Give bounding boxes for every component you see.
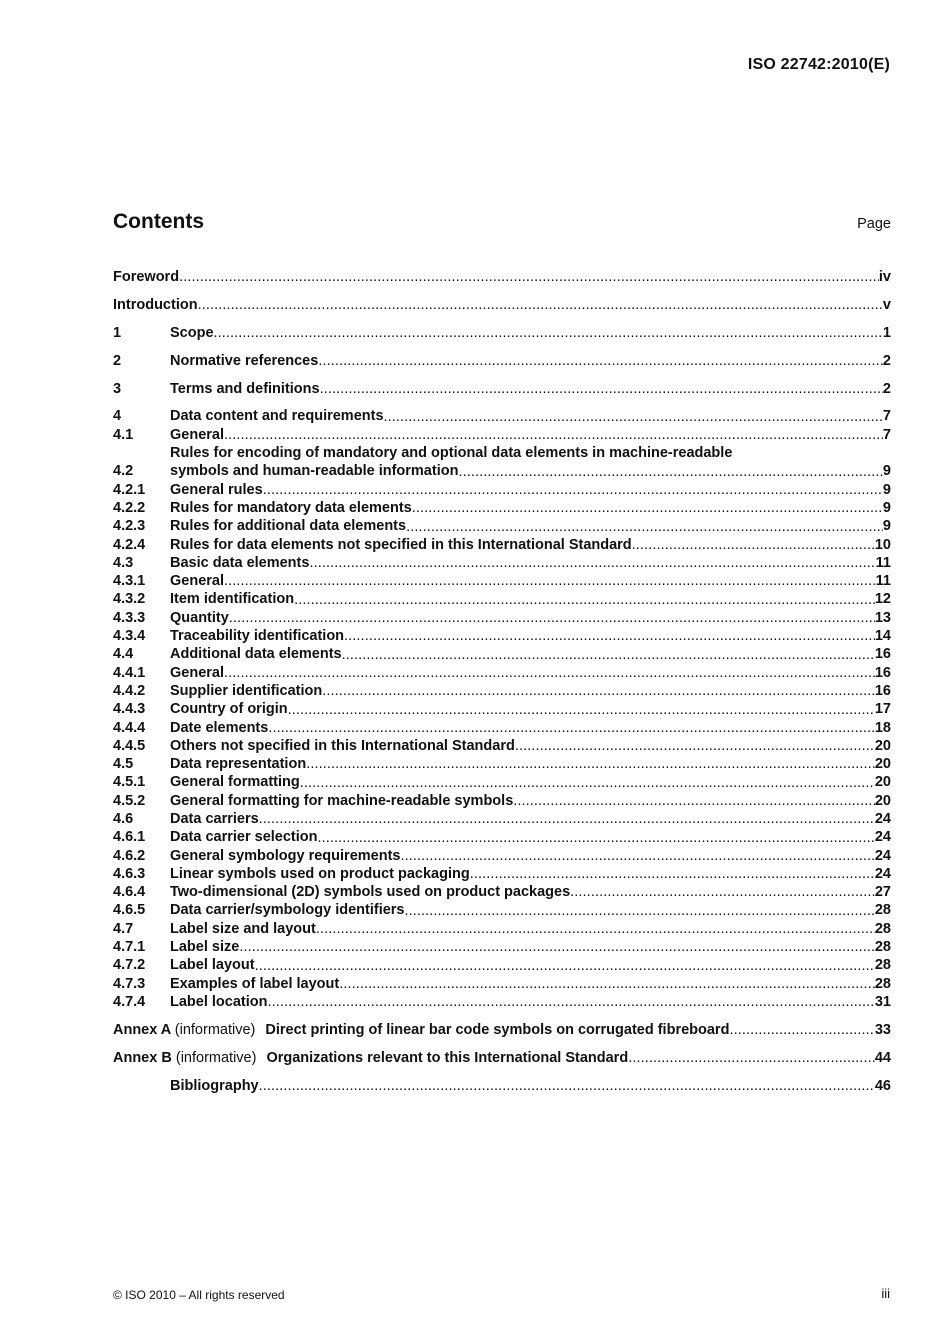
toc-entry-title: Traceability identification xyxy=(170,628,345,645)
toc-page-number: 17 xyxy=(874,701,891,718)
toc-entry[interactable] xyxy=(113,682,891,700)
toc-dot-leader xyxy=(294,591,875,609)
toc-page-number: 33 xyxy=(874,1021,891,1038)
toc-page-number: 7 xyxy=(882,408,891,425)
toc-entry-title: Terms and definitions xyxy=(170,380,320,397)
toc-dot-leader xyxy=(288,701,875,719)
toc-entry-number: 4.7.1 xyxy=(113,939,146,956)
toc-entry-title: Bibliography xyxy=(170,1077,259,1094)
toc-entry-number: 4.7.3 xyxy=(113,975,146,992)
toc-dot-leader xyxy=(263,481,883,499)
toc-entry-title: Country of origin xyxy=(170,701,288,718)
toc-entry-title: Additional data elements xyxy=(170,646,342,663)
toc-dot-leader xyxy=(570,883,875,901)
toc-page-number: 16 xyxy=(874,646,891,663)
contents-heading: Contents xyxy=(113,210,204,233)
toc-entry-number: 4.2.2 xyxy=(113,499,146,516)
toc-entry[interactable] xyxy=(113,352,891,370)
toc-entry-title: Scope xyxy=(170,324,214,341)
toc-entry-title: General xyxy=(170,426,224,443)
document-id: ISO 22742:2010(E) xyxy=(747,56,890,73)
toc-entry-number: 4.7 xyxy=(113,920,134,937)
toc-dot-leader xyxy=(224,572,876,590)
toc-entry-title: General formatting for machine-readable symbols xyxy=(170,792,514,809)
toc-dot-leader xyxy=(406,518,883,536)
toc-annex-label xyxy=(113,1021,265,1039)
toc-dot-leader xyxy=(268,719,875,737)
toc-entry-title: Linear symbols used on product packaging xyxy=(170,865,470,882)
toc-annex-note: (informative) xyxy=(174,1021,256,1038)
toc-entry[interactable] xyxy=(113,993,891,1011)
toc-entry[interactable] xyxy=(113,847,891,865)
toc-dot-leader xyxy=(342,646,875,664)
toc-entry[interactable] xyxy=(113,920,891,938)
toc-page-number: 28 xyxy=(874,902,891,919)
toc-dot-leader xyxy=(224,426,883,444)
toc-dot-leader xyxy=(339,975,875,993)
toc-dot-leader xyxy=(470,865,875,883)
toc-dot-leader xyxy=(268,993,875,1011)
toc-entry[interactable] xyxy=(113,481,891,499)
toc-dot-leader xyxy=(400,847,874,865)
toc-entry[interactable] xyxy=(113,792,891,810)
toc-dot-leader xyxy=(179,268,879,286)
toc-entry-title: Direct printing of linear bar code symbols on corrugated fibreboard xyxy=(265,1021,730,1038)
toc-entry-title: Introduction xyxy=(113,296,198,313)
toc-page-number: 2 xyxy=(882,380,891,397)
toc-entry-number: 4.3.2 xyxy=(113,591,146,608)
toc-dot-leader xyxy=(306,755,875,773)
toc-entry[interactable] xyxy=(113,773,891,791)
table-of-contents xyxy=(113,268,891,1095)
toc-entry-title: Data representation xyxy=(170,756,307,773)
toc-entry[interactable] xyxy=(113,554,891,572)
toc-entry[interactable] xyxy=(113,296,891,314)
toc-entry-number: 4.3 xyxy=(113,554,134,571)
toc-entry-title: Others not specified in this International Standard xyxy=(170,737,515,754)
toc-page-number: 27 xyxy=(874,884,891,901)
toc-dot-leader xyxy=(259,1077,875,1095)
toc-dot-leader xyxy=(320,380,883,398)
toc-entry[interactable] xyxy=(113,700,891,718)
toc-dot-leader xyxy=(259,810,875,828)
toc-entry-title: General symbology requirements xyxy=(170,847,401,864)
toc-dot-leader xyxy=(515,737,875,755)
toc-entry[interactable] xyxy=(113,407,891,425)
toc-dot-leader xyxy=(316,920,875,938)
toc-entry-number: 4.2 xyxy=(113,463,134,480)
toc-page-number: 44 xyxy=(874,1049,891,1066)
toc-dot-leader xyxy=(384,408,883,426)
toc-annex-id: Annex B xyxy=(113,1049,172,1066)
toc-entry-number: 4.3.4 xyxy=(113,628,146,645)
toc-entry[interactable] xyxy=(113,499,891,517)
toc-page-number: 46 xyxy=(874,1077,891,1094)
toc-page-number: 24 xyxy=(874,847,891,864)
toc-entry-title: General formatting xyxy=(170,774,300,791)
toc-dot-leader xyxy=(344,627,875,645)
toc-page-number: 11 xyxy=(875,554,891,571)
toc-page-number: 28 xyxy=(874,939,891,956)
toc-entry[interactable] xyxy=(113,755,891,773)
toc-entry[interactable] xyxy=(113,865,891,883)
toc-entry-number: 4.7.2 xyxy=(113,957,146,974)
toc-dot-leader xyxy=(309,554,875,572)
toc-dot-leader xyxy=(214,324,883,342)
toc-page-number: 20 xyxy=(874,774,891,791)
toc-page-number: 18 xyxy=(874,719,891,736)
toc-entry[interactable] xyxy=(113,380,891,398)
toc-entry[interactable] xyxy=(113,975,891,993)
toc-entry-title: Basic data elements xyxy=(170,554,310,571)
toc-entry-number: 4.2.4 xyxy=(113,536,146,553)
toc-entry-title: Organizations relevant to this International Standard xyxy=(266,1049,629,1066)
toc-annex-label xyxy=(113,1049,266,1067)
toc-dot-leader xyxy=(322,682,875,700)
toc-entry-title: Label size and layout xyxy=(170,920,316,937)
toc-entry[interactable] xyxy=(113,645,891,663)
toc-dot-leader xyxy=(318,352,883,370)
toc-entry-number: 4.4.1 xyxy=(113,664,146,681)
toc-entry-number: 4.3.1 xyxy=(113,573,146,590)
toc-entry[interactable] xyxy=(113,590,891,608)
toc-page-number: 20 xyxy=(874,737,891,754)
toc-entry[interactable] xyxy=(113,828,891,846)
toc-entry-title: General xyxy=(170,573,224,590)
toc-entry-title: Data content and requirements xyxy=(170,408,384,425)
toc-annex-note: (informative) xyxy=(175,1049,257,1066)
toc-page-number: 10 xyxy=(874,536,891,553)
page-column-label: Page xyxy=(857,216,891,232)
toc-page-number: 24 xyxy=(874,865,891,882)
toc-entry-number: 4.2.3 xyxy=(113,518,146,535)
toc-entry-number: 4.1 xyxy=(113,426,134,443)
toc-dot-leader xyxy=(405,902,875,920)
toc-entry-title: Supplier identification xyxy=(170,682,323,699)
toc-entry-number: 4.4.5 xyxy=(113,737,146,754)
toc-page-number: 28 xyxy=(874,975,891,992)
toc-page-number: 9 xyxy=(882,481,891,498)
toc-page-number: 14 xyxy=(874,628,891,645)
toc-dot-leader xyxy=(458,463,882,481)
toc-dot-leader xyxy=(300,774,875,792)
toc-entry-number: 4.5 xyxy=(113,756,134,773)
copyright-notice: © ISO 2010 – All rights reserved xyxy=(113,1288,285,1302)
toc-entry[interactable] xyxy=(113,810,891,828)
toc-entry[interactable] xyxy=(113,901,891,919)
toc-page-number: 24 xyxy=(874,810,891,827)
toc-entry[interactable] xyxy=(113,444,891,481)
toc-entry-number: 4.6 xyxy=(113,810,134,827)
toc-entry[interactable] xyxy=(113,609,891,627)
toc-page-number: 28 xyxy=(874,920,891,937)
toc-entry-number: 4.7.4 xyxy=(113,993,146,1010)
toc-entry[interactable] xyxy=(113,627,891,645)
toc-page-number: 16 xyxy=(874,664,891,681)
toc-entry[interactable] xyxy=(113,517,891,535)
toc-entry-number: 4.6.4 xyxy=(113,884,146,901)
toc-entry-title: Quantity xyxy=(170,609,229,626)
page-number: iii xyxy=(881,1286,890,1301)
toc-entry-number: 4.6.5 xyxy=(113,902,146,919)
toc-entry[interactable] xyxy=(113,426,891,444)
toc-page-number: 16 xyxy=(874,682,891,699)
toc-page-number: 9 xyxy=(882,463,891,480)
toc-dot-leader xyxy=(632,536,875,554)
toc-entry-title: Item identification xyxy=(170,591,295,608)
toc-page-number: 20 xyxy=(874,756,891,773)
toc-entry-title: Rules for additional data elements xyxy=(170,518,407,535)
toc-page-number: 11 xyxy=(875,573,891,590)
toc-dot-leader xyxy=(729,1021,874,1039)
toc-entry[interactable] xyxy=(113,1077,891,1095)
toc-page-number: 12 xyxy=(874,591,891,608)
toc-page-number: 9 xyxy=(882,518,891,535)
toc-page-number: 9 xyxy=(882,499,891,516)
toc-entry-title: Rules for encoding of mandatory and optional data elements in machine-readable xyxy=(170,445,733,462)
toc-dot-leader xyxy=(239,938,875,956)
toc-entry-number: 4.2.1 xyxy=(113,481,146,498)
toc-entry-number: 4.3.3 xyxy=(113,609,146,626)
toc-entry-title: Date elements xyxy=(170,719,269,736)
toc-entry-title: Label layout xyxy=(170,957,255,974)
toc-entry[interactable] xyxy=(113,719,891,737)
toc-entry-title: Data carriers xyxy=(170,810,259,827)
toc-entry-number: 4.6.1 xyxy=(113,829,146,846)
toc-entry-title-cont: symbols and human-readable information xyxy=(170,463,459,480)
toc-entry[interactable] xyxy=(113,1021,891,1039)
toc-entry-title: General rules xyxy=(170,481,263,498)
toc-page-number: 13 xyxy=(874,609,891,626)
toc-entry-number: 4.4.3 xyxy=(113,701,146,718)
toc-entry[interactable] xyxy=(113,536,891,554)
toc-dot-leader xyxy=(224,664,875,682)
toc-page-number: 28 xyxy=(874,957,891,974)
toc-page-number: 31 xyxy=(874,993,891,1010)
toc-page-number: v xyxy=(882,296,891,313)
toc-entry[interactable] xyxy=(113,664,891,682)
toc-entry-title: Label size xyxy=(170,939,240,956)
toc-dot-leader xyxy=(198,296,883,314)
toc-page-number: 7 xyxy=(882,426,891,443)
toc-page-number: 20 xyxy=(874,792,891,809)
toc-entry-title: Data carrier selection xyxy=(170,829,318,846)
toc-dot-leader xyxy=(318,829,875,847)
toc-entry-number: 4.4.4 xyxy=(113,719,146,736)
toc-entry-number: 4.4.2 xyxy=(113,682,146,699)
toc-entry[interactable] xyxy=(113,737,891,755)
toc-entry-title: Label location xyxy=(170,993,268,1010)
toc-entry-title: Two-dimensional (2D) symbols used on product packages xyxy=(170,884,571,901)
toc-entry[interactable] xyxy=(113,324,891,342)
toc-entry-number: 2 xyxy=(113,352,122,369)
toc-entry-number: 4.5.1 xyxy=(113,774,146,791)
toc-entry[interactable] xyxy=(113,268,891,286)
toc-entry[interactable] xyxy=(113,1049,891,1067)
toc-entry-number: 4.6.2 xyxy=(113,847,146,864)
toc-page-number: 2 xyxy=(882,352,891,369)
toc-entry-number: 4 xyxy=(113,408,122,425)
toc-entry-title: Rules for mandatory data elements xyxy=(170,499,412,516)
toc-dot-leader xyxy=(628,1049,875,1067)
toc-entry[interactable] xyxy=(113,572,891,590)
toc-entry[interactable] xyxy=(113,883,891,901)
toc-page-number: iv xyxy=(878,269,891,285)
toc-page-number: 1 xyxy=(882,324,891,341)
toc-entry-title: Rules for data elements not specified in this International Standard xyxy=(170,536,632,553)
toc-entry-number: 3 xyxy=(113,380,122,397)
toc-entry-title: Examples of label layout xyxy=(170,975,340,992)
toc-entry-title: General xyxy=(170,664,224,681)
toc-entry[interactable] xyxy=(113,938,891,956)
toc-entry-number: 4.6.3 xyxy=(113,865,146,882)
toc-entry-title: Normative references xyxy=(170,352,319,369)
toc-entry-number: 1 xyxy=(113,324,122,341)
toc-entry-number: 4.5.2 xyxy=(113,792,146,809)
toc-dot-leader xyxy=(255,957,875,975)
toc-dot-leader xyxy=(513,792,875,810)
toc-entry[interactable] xyxy=(113,956,891,974)
toc-entry-title: Data carrier/symbology identifiers xyxy=(170,902,405,919)
toc-entry-number: 4.4 xyxy=(113,646,134,663)
toc-entry-title: Foreword xyxy=(113,269,180,285)
toc-dot-leader xyxy=(229,609,875,627)
toc-annex-id: Annex A xyxy=(113,1021,171,1038)
toc-dot-leader xyxy=(412,499,883,517)
toc-page-number: 24 xyxy=(874,829,891,846)
